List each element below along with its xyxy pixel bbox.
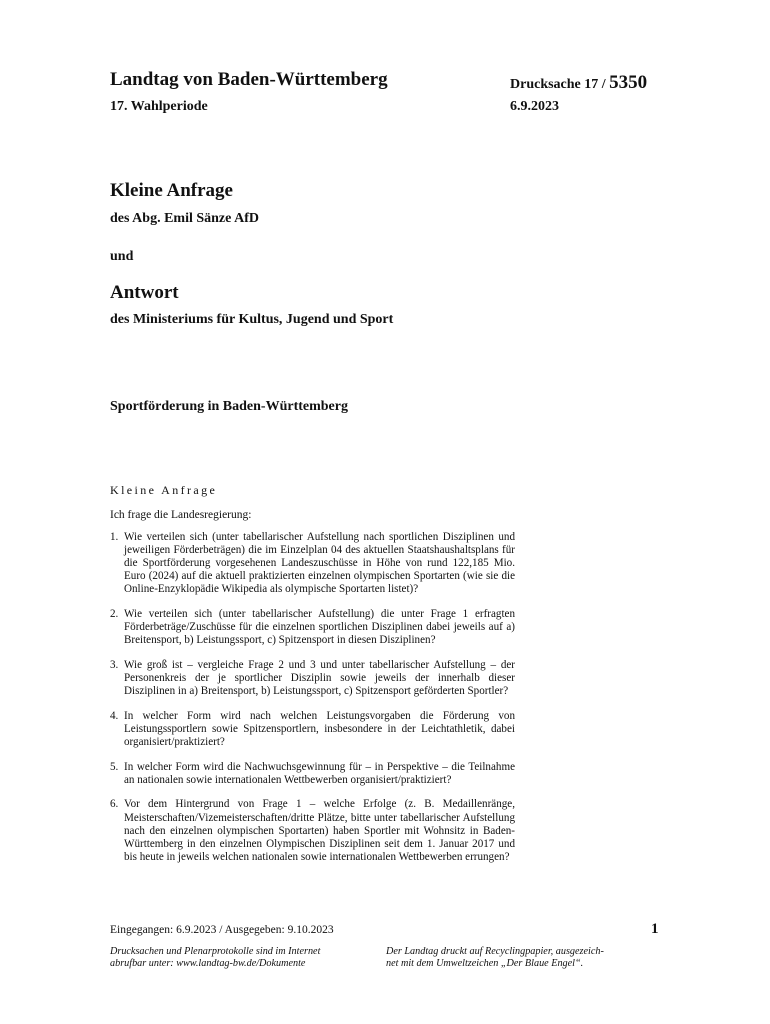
- question-text: In welcher Form wird nach welchen Leistungsvorgaben die Förderung von Leistungssportlern sowie Spitzensportlern, insbesondere in der Leichtathletik, dabei organisiert/praktiziert?: [124, 709, 515, 748]
- page-number: 1: [651, 921, 659, 937]
- question-number: 5.: [110, 760, 119, 773]
- conjunction-text: und: [110, 249, 134, 264]
- question-list: [110, 531, 515, 876]
- document-number-value: 5350: [609, 72, 648, 93]
- question-item: [110, 761, 515, 787]
- footer-note-online: [110, 946, 360, 970]
- question-item: [110, 710, 515, 749]
- kleine-anfrage-author: des Abg. Emil Sänze AfD: [110, 211, 259, 226]
- parliament-name: Landtag von Baden-Württemberg: [110, 69, 388, 90]
- question-item: [110, 798, 515, 863]
- footer-note-paper-line: net mit dem Umweltzeichen „Der Blaue Engel“.: [386, 958, 584, 969]
- section-label: Kleine Anfrage: [110, 483, 218, 497]
- question-item: [110, 608, 515, 647]
- question-number: 3.: [110, 658, 119, 671]
- footer-note-online-line: abrufbar unter: www.landtag-bw.de/Dokumente: [110, 958, 306, 969]
- question-text: In welcher Form wird die Nachwuchsgewinnung für – in Perspektive – die Teilnahme an nationalen sowie internationalen Wettbewerben organisiert/praktiziert?: [124, 760, 515, 786]
- question-text: Wie verteilen sich (unter tabellarischer Aufstellung) die unter Frage 1 erfragten Förderbeträge/Zuschüsse für die einzelnen sportlichen Disziplinen dabei jeweils auf a) Breitensport, b) Leistungssport, c) Spitzensport in diesen Disziplinen?: [124, 608, 515, 647]
- legislative-period: 17. Wahlperiode: [110, 99, 208, 114]
- received-issued-dates: Eingegangen: 6.9.2023 / Ausgegeben: 9.10.2023: [110, 924, 334, 936]
- footer-note-online-line: Drucksachen und Plenarprotokolle sind im Internet: [110, 946, 321, 957]
- question-text: Wie groß ist – vergleiche Frage 2 und 3 und unter tabellarischer Aufstellung – der Personenkreis der je sportlicher Disziplin sowie jeweils der innerhalb dieser Disziplinen in a) Breitensport, b) Leistungssport, c) Spitzensport geförderten Sportler?: [124, 658, 515, 698]
- subject-title: Sportförderung in Baden-Württemberg: [110, 399, 348, 414]
- question-item: [110, 659, 515, 698]
- document-date: 6.9.2023: [510, 99, 559, 114]
- footer-note-paper-line: Der Landtag druckt auf Recyclingpapier, ausgezeich-: [386, 946, 604, 957]
- question-number: 4.: [110, 709, 119, 722]
- question-text: Wie verteilen sich (unter tabellarischer Aufstellung nach sportlichen Disziplinen und jeweiligen Förderbeträgen) die im Einzelplan 04 des aktuellen Staatshaushaltsplans für die Sportförderung vorgesehenen Landeszuschüsse in Höhe von rund 122,185 Mio. Euro (2024) auf die aktuell praktizierten einzelnen olympischen Sportarten (wie sie die Online-Enzyklopädie Wikipedia als olympische Sportarten listet)?: [124, 531, 515, 596]
- antwort-title: Antwort: [110, 282, 179, 303]
- question-text: Vor dem Hintergrund von Frage 1 – welche Erfolge (z. B. Medaillenränge, Meisterschaften/Vizemeisterschaften/dritte Plätze, bitte unter tabellarischer Aufstellung nach den einzelnen olympischen Sportarten) haben Sportler mit Wohnsitz in Baden-Württemberg in den einzelnen Olympischen Disziplinen seit dem 1. Januar 2017 und bis heute in jeweils welchen nationalen sowie internationalen Wettbewerben errungen?: [124, 798, 515, 863]
- antwort-author: des Ministeriums für Kultus, Jugend und Sport: [110, 312, 394, 327]
- intro-text: Ich frage die Landesregierung:: [110, 509, 252, 521]
- question-number: 2.: [110, 608, 119, 621]
- kleine-anfrage-title: Kleine Anfrage: [110, 180, 233, 201]
- question-item: [110, 531, 515, 596]
- question-number: 6.: [110, 798, 119, 811]
- document-number-label: Drucksache 17 /: [510, 77, 606, 92]
- document-number: [510, 72, 647, 94]
- footer-note-paper: [386, 946, 646, 970]
- question-number: 1.: [110, 531, 119, 543]
